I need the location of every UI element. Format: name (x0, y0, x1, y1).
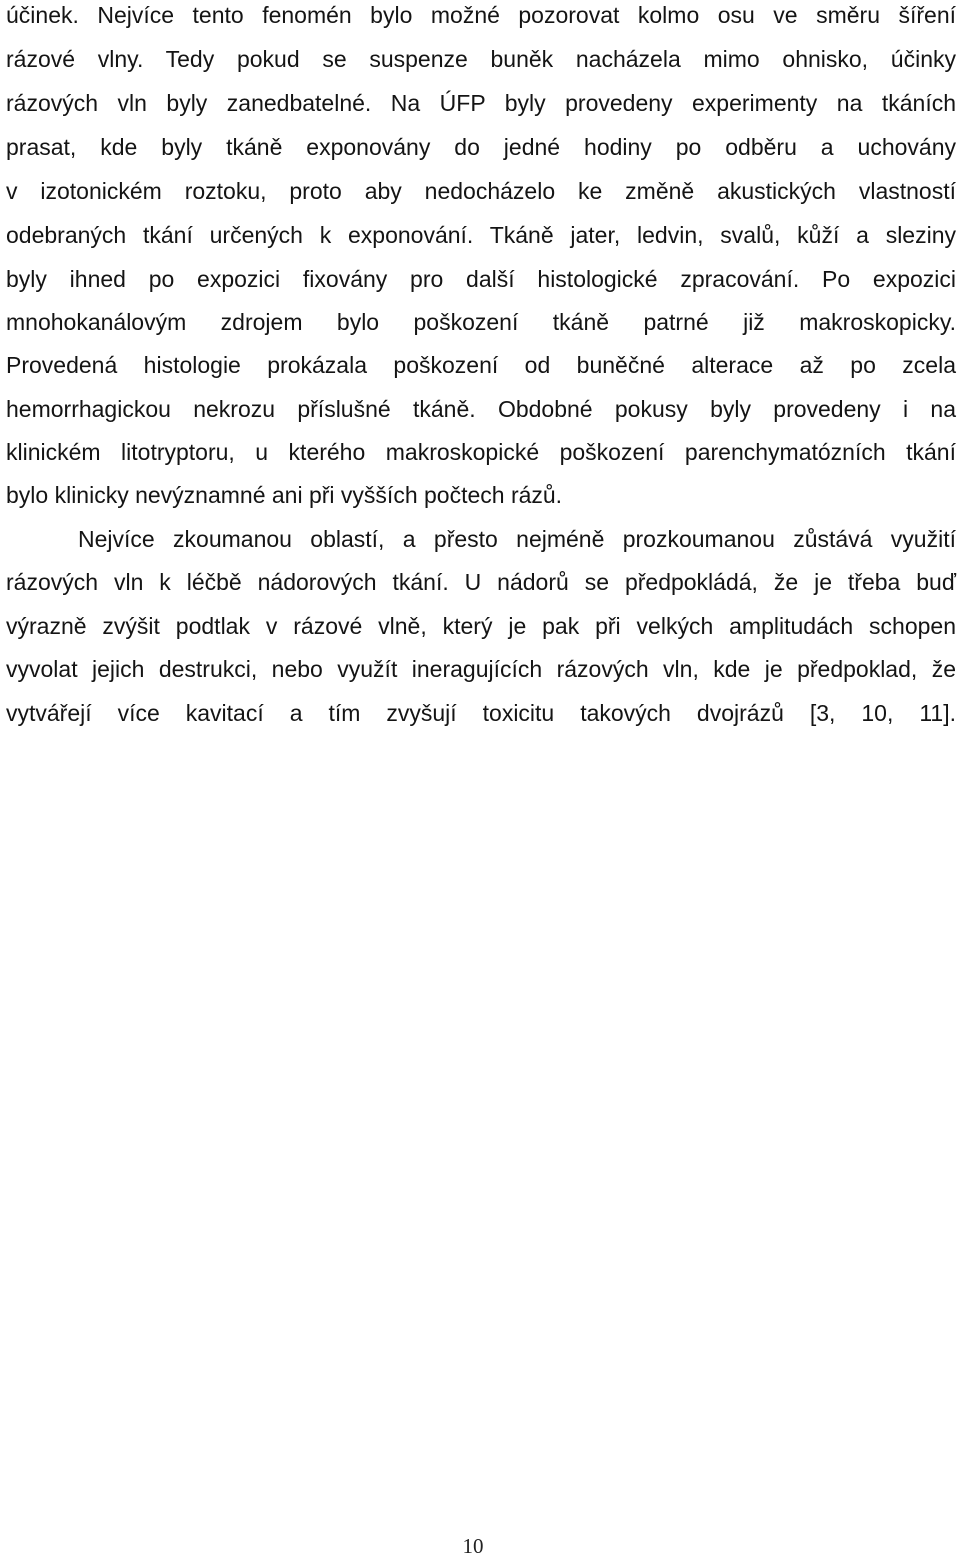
text-line: rázové vlny. Tedy pokud se suspenze buněk nacházela mimo ohnisko, účinky (6, 46, 956, 72)
page-number: 10 (462, 1534, 484, 1558)
text-line: vyvolat jejich destrukci, nebo využít ineragujících rázových vln, kde je předpoklad, že (6, 656, 956, 682)
text-line: mnohokanálovým zdrojem bylo poškození tkáně patrné již makroskopicky. (6, 309, 956, 335)
text-line: hemorrhagickou nekrozu příslušné tkáně. Obdobné pokusy byly provedeny i na (6, 396, 956, 422)
text-line: rázových vln k léčbě nádorových tkání. U nádorů se předpokládá, že je třeba buď (6, 569, 956, 595)
text-line: vytvářejí více kavitací a tím zvyšují toxicitu takových dvojrázů [3, 10, 11]. (6, 700, 956, 726)
text-line: klinickém litotryptoru, u kterého makroskopické poškození parenchymatózních tkání (6, 439, 956, 465)
text-line: Nejvíce zkoumanou oblastí, a přesto nejméně prozkoumanou zůstává využití (78, 526, 956, 552)
text-line: rázových vln byly zanedbatelné. Na ÚFP byly provedeny experimenty na tkáních (6, 90, 956, 116)
text-line: Provedená histologie prokázala poškození od buněčné alterace až po zcela (6, 352, 956, 378)
text-line: účinek. Nejvíce tento fenomén bylo možné pozorovat kolmo osu ve směru šíření (6, 2, 956, 28)
text-line: výrazně zvýšit podtlak v rázové vlně, který je pak při velkých amplitudách schopen (6, 613, 956, 639)
text-line: v izotonickém roztoku, proto aby nedocházelo ke změně akustických vlastností (6, 178, 956, 204)
text-line: prasat, kde byly tkáně exponovány do jedné hodiny po odběru a uchovány (6, 134, 956, 160)
text-line: bylo klinicky nevýznamné ani při vyšších počtech rázů. (6, 482, 563, 508)
text-line: odebraných tkání určených k exponování. Tkáně jater, ledvin, svalů, kůží a sleziny (6, 222, 956, 248)
text-line: byly ihned po expozici fixovány pro další histologické zpracování. Po expozici (6, 266, 956, 292)
